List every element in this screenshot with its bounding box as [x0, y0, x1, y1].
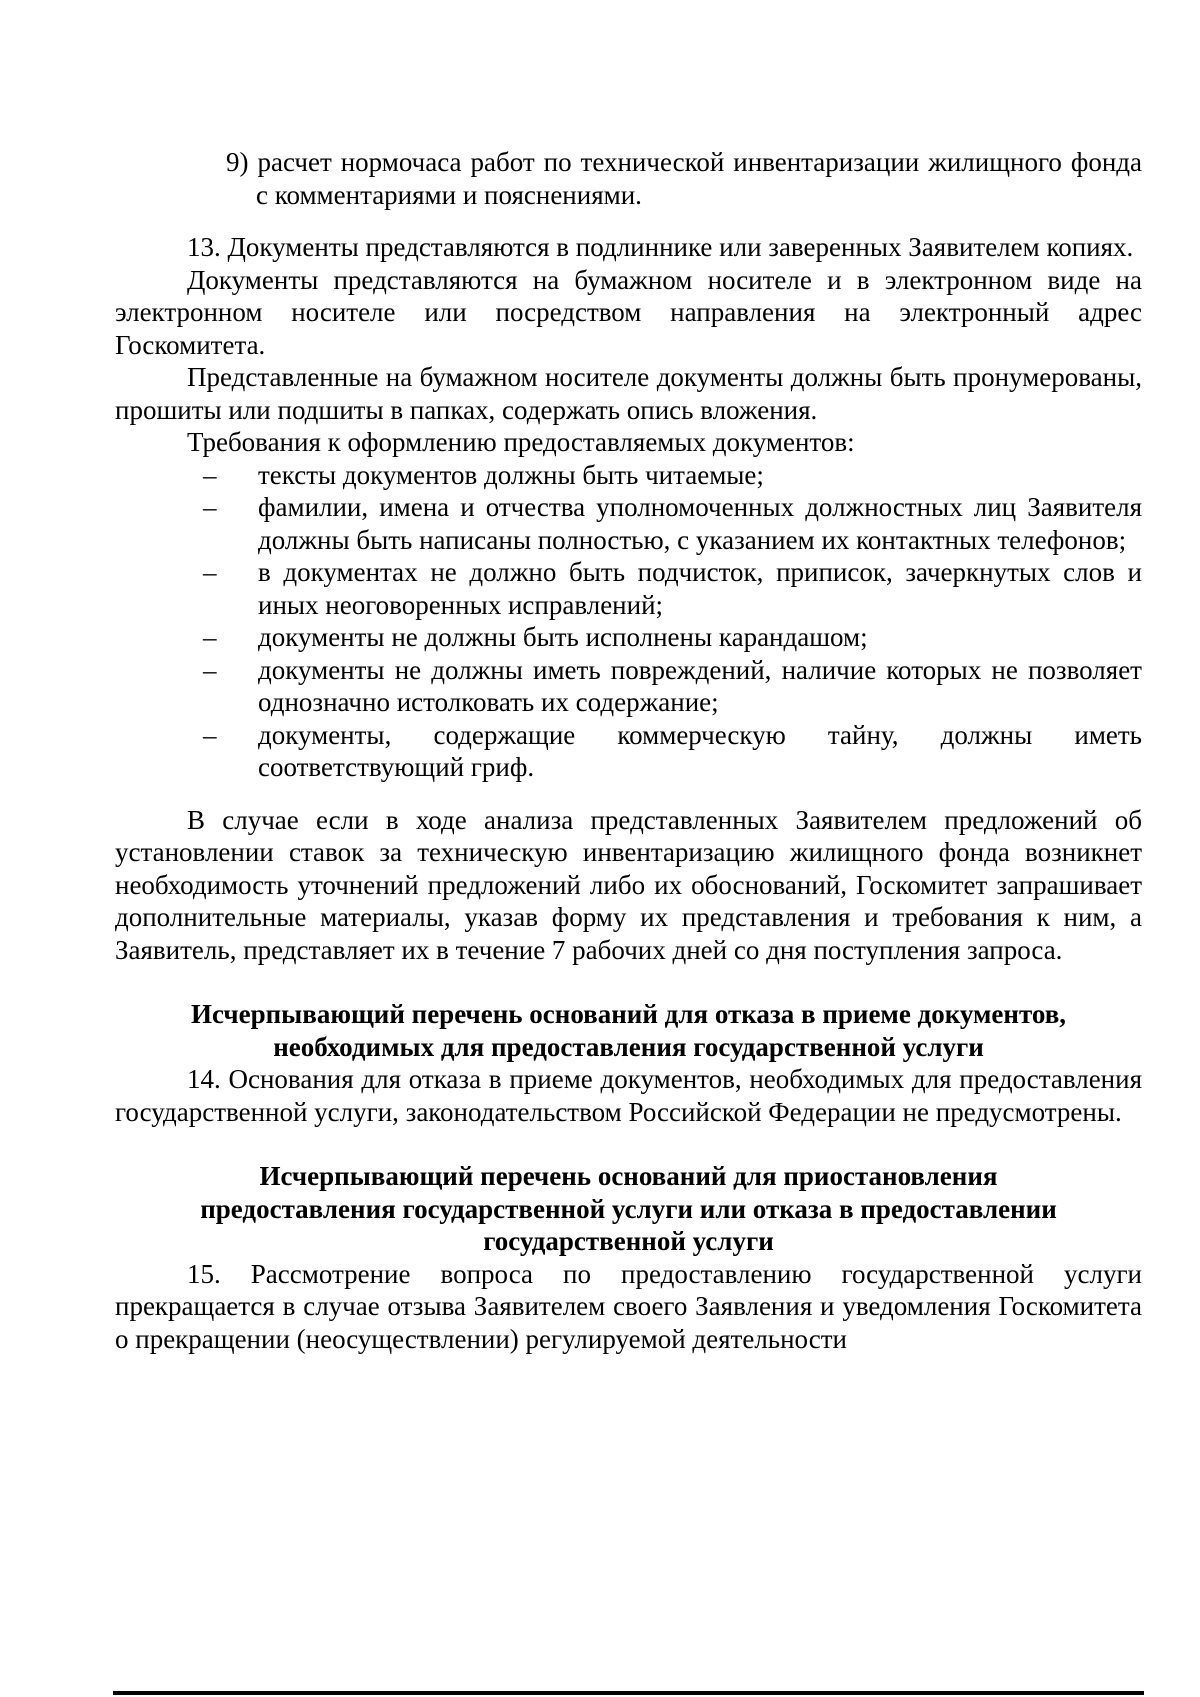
- list-item-text: документы, содержащие коммерческую тайну, должны иметь соответствующий гриф.: [258, 719, 1142, 782]
- footer-rule: [113, 1691, 1144, 1695]
- list-item-9: [115, 146, 1142, 211]
- section-13-paragraph-2: Документы представляются на бумажном носителе и в электронном виде на электронном носителе или посредством направления на электронный адрес Госкомитета.: [115, 264, 1142, 360]
- section-13-paragraph-1: 13. Документы представляются в подлиннике или заверенных Заявителем копиях.: [187, 232, 1134, 262]
- section-13-paragraph-3: Представленные на бумажном носителе документы должны быть пронумерованы, прошиты или подшиты в папках, содержать опись вложения.: [115, 362, 1142, 425]
- section-15-paragraph: 15. Рассмотрение вопроса по предоставлению государственной услуги прекращается в случае отзыва Заявителем своего Заявления и уведомления Госкомитета о прекращении (неосуществлении) регулируемой деятельности: [115, 1258, 1142, 1354]
- heading-line: государственной услуги: [483, 1226, 774, 1256]
- section-13-paragraph-4: Требования к оформлению предоставляемых документов:: [187, 427, 855, 457]
- heading-line: Исчерпывающий перечень оснований для приостановления: [259, 1161, 998, 1191]
- dash-bullet: –: [203, 654, 217, 685]
- list-item-text: фамилии, имена и отчества уполномоченных должностных лиц Заявителя должны быть написаны полностью, с указанием их контактных телефонов;: [258, 492, 1142, 555]
- list-item: [115, 459, 1142, 492]
- section-heading-refusal: [115, 998, 1142, 1063]
- dash-bullet: –: [203, 719, 217, 750]
- list-item-text: тексты документов должны быть читаемые;: [258, 459, 764, 490]
- dash-bullet: –: [203, 492, 217, 522]
- dash-bullet: –: [203, 459, 217, 490]
- heading-line: необходимых для предоставления государственной услуги: [273, 1031, 984, 1062]
- list-item-text: документы не должны быть исполнены карандашом;: [258, 622, 868, 652]
- list-item: [115, 654, 1142, 719]
- section-13-paragraph-5: В случае если в ходе анализа представленных Заявителем предложений об установлении ставок за техническую инвентаризацию жилищного фонда возникнет необходимость уточнений предложений либо их обоснований, Госкомитет запрашивает дополнительные материалы, указав форму их представления и требования к ним, а Заявитель, представляет их в течение 7 рабочих дней со дня поступления запроса.: [115, 804, 1142, 965]
- dash-bullet: –: [203, 622, 217, 652]
- page-content: [115, 146, 1142, 1355]
- list-item: [115, 621, 1142, 654]
- heading-line: предоставления государственной услуги или отказа в предоставлении: [200, 1193, 1057, 1224]
- heading-line: Исчерпывающий перечень оснований для отказа в приеме документов,: [190, 999, 1067, 1029]
- list-item-text: в документах не должно быть подчисток, приписок, зачеркнутых слов и иных неоговоренных исправлений;: [258, 557, 1142, 620]
- list-item-text: документы не должны иметь повреждений, наличие которых не позволяет однозначно истолковать их содержание;: [258, 654, 1142, 717]
- list-item: [115, 556, 1142, 621]
- list-item: [115, 719, 1142, 784]
- dash-bullet: –: [203, 557, 217, 587]
- list-item: [115, 491, 1142, 556]
- list-item-9-number: 9): [226, 147, 249, 177]
- section-14-paragraph: 14. Основания для отказа в приеме документов, необходимых для предоставления государственной услуги, законодательством Российской Федерации не предусмотрены.: [115, 1064, 1142, 1127]
- section-heading-suspension: [115, 1160, 1142, 1258]
- list-item-9-text: расчет нормочаса работ по технической инвентаризации жилищного фонда с комментариями и пояснениями.: [256, 147, 1142, 210]
- requirements-list: [115, 459, 1142, 784]
